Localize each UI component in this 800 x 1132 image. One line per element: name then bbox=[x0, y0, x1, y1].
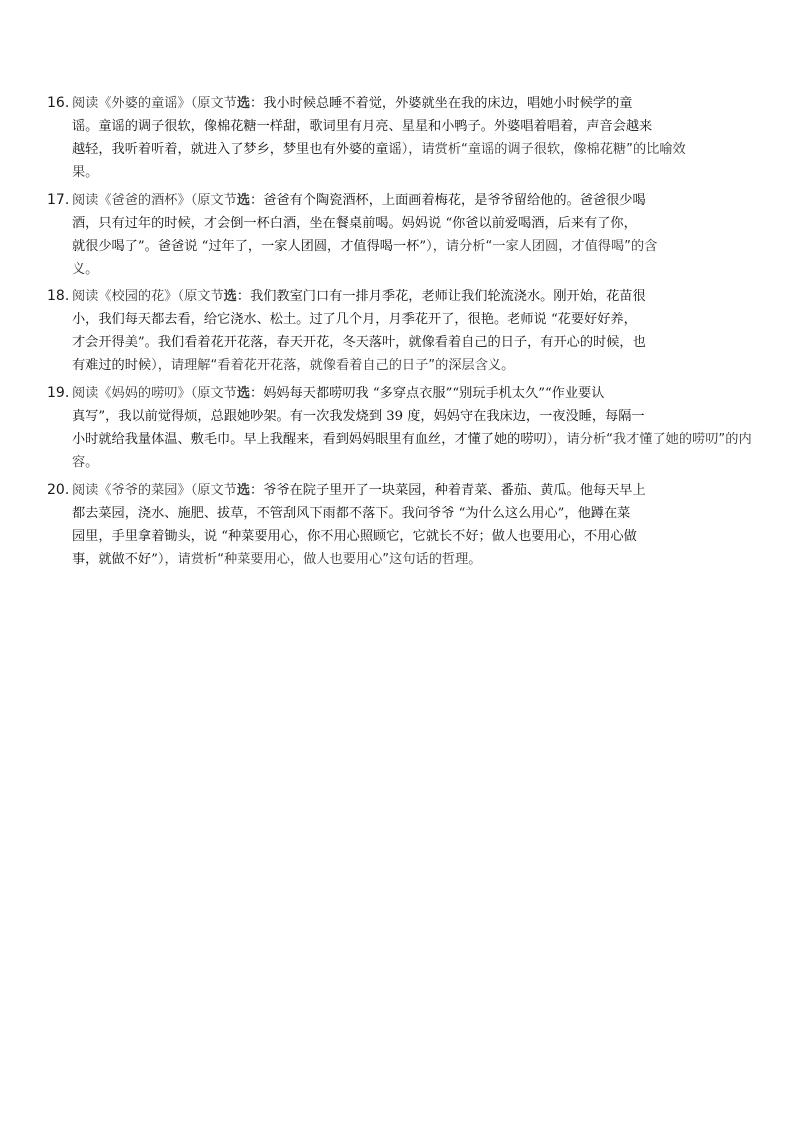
passage-text: 有难过的时候 bbox=[72, 358, 152, 373]
passage-text: ：我们教室门口有一排月季花，老师让我们轮流浇水。刚开始，花苗很 bbox=[236, 289, 646, 304]
closing-paren: ） bbox=[426, 239, 433, 254]
question-prompt: ，请赏析“童谣的调子很软，像棉花糖”的比喻效 bbox=[408, 142, 686, 157]
closing-paren: ） bbox=[546, 432, 554, 447]
question-intro-bold: 选 bbox=[236, 96, 251, 111]
passage-text: ：我小时候总睡不着觉，外婆就坐在我的床边，唱她小时候学的童 bbox=[250, 96, 633, 111]
passage-text: 酒，只有过年的时候，才会倒一杯白酒，坐在餐桌前喝。妈妈说 “你爸以前爱喝酒，后来有了你， bbox=[72, 216, 637, 231]
passage-text: 真写”，我以前觉得烦，总跟她吵架。有一次我发烧到 39 度，妈妈守在我床边，一夜没睡，每隔一 bbox=[72, 409, 645, 424]
question-prompt: ，请分析“我才懂了她的唠叨”的内 bbox=[553, 432, 752, 447]
question-intro: 阅读《爸爸的酒杯》（原文节 bbox=[72, 193, 237, 208]
question-line bbox=[72, 548, 481, 571]
passage-text: 才会开得美”。我们看着花开花落，春天开花，冬天落叶，就像看着自己的日子，有开心的时候，也 bbox=[72, 335, 646, 350]
question-line bbox=[72, 308, 637, 331]
passage-text: ：妈妈每天都唠叨我 “多穿点衣服”“别玩手机太久”“作业要认 bbox=[250, 386, 605, 401]
passage-text: 都去菜园，浇水、施肥、拔草，不管刮风下雨都不落下。我问爷爷 “为什么这么用心”，他蹲在菜 bbox=[72, 506, 631, 521]
question-line bbox=[72, 285, 646, 308]
question-line bbox=[72, 161, 98, 184]
question-line bbox=[72, 235, 657, 258]
closing-paren: ） bbox=[151, 358, 158, 373]
question-prompt: 义。 bbox=[72, 262, 99, 277]
passage-text: 越轻，我听着听着，就进入了梦乡，梦里也有外婆的童谣 bbox=[72, 142, 402, 157]
question-number: 20. bbox=[47, 482, 70, 498]
question-line bbox=[72, 451, 98, 474]
question-prompt: ，请理解“看着花开花落，就像看着自己的日子”的深层含义。 bbox=[157, 358, 515, 373]
question-line bbox=[72, 502, 630, 525]
question-20 bbox=[47, 479, 800, 571]
question-prompt: 容。 bbox=[72, 455, 99, 470]
question-line bbox=[72, 354, 514, 377]
closing-paren: ） bbox=[401, 142, 409, 157]
passage-text: ：爸爸有个陶瓷酒杯，上面画着梅花，是爷爷留给他的。爸爸很少喝 bbox=[250, 193, 646, 208]
passage-text: 事，就做不好” bbox=[72, 552, 158, 567]
question-intro-bold: 选 bbox=[236, 193, 251, 208]
question-prompt: 果。 bbox=[72, 165, 99, 180]
question-prompt: ，请赏析“种菜要用心，做人也要用心”这句话的哲理。 bbox=[164, 552, 482, 567]
passage-text: 小时就给我量体温、敷毛巾。早上我醒来，看到妈妈眼里有血丝，才懂了她的唠叨 bbox=[72, 432, 547, 447]
question-number: 19. bbox=[47, 385, 70, 401]
question-line bbox=[72, 405, 645, 428]
question-intro: 阅读《爷爷的菜园》（原文节 bbox=[72, 483, 237, 498]
question-line bbox=[72, 189, 646, 212]
question-line bbox=[72, 479, 646, 502]
question-16 bbox=[47, 92, 800, 184]
passage-text: 小，我们每天都去看，给它浇水、松土。过了几个月，月季花开了，很艳。老师说 “花要好好养， bbox=[72, 312, 637, 327]
passage-text: ：爷爷在院子里开了一块菜园，种着青菜、番茄、黄瓜。他每天早上 bbox=[250, 483, 646, 498]
question-intro-bold: 选 bbox=[223, 289, 237, 304]
passage-text: 谣。童谣的调子很软，像棉花糖一样甜，歌词里有月亮、星星和小鸭子。外婆唱着唱着，声音会越来 bbox=[72, 119, 653, 134]
question-intro: 阅读《校园的花》（原文节 bbox=[72, 289, 224, 304]
question-line bbox=[72, 331, 646, 354]
question-17 bbox=[47, 189, 800, 281]
question-line bbox=[72, 258, 98, 281]
question-intro-bold: 选 bbox=[236, 386, 251, 401]
question-18 bbox=[47, 285, 800, 377]
question-line bbox=[72, 115, 652, 138]
question-line bbox=[72, 428, 752, 451]
passage-text: 园里，手里拿着锄头，说 “种菜要用心，你不用心照顾它，它就长不好；做人也要用心，不用心做 bbox=[72, 529, 637, 544]
question-line bbox=[72, 382, 604, 405]
question-line bbox=[72, 525, 637, 548]
closing-paren: ） bbox=[157, 552, 165, 567]
passage-text: 就很少喝了”。爸爸说 “过年了，一家人团圆，才值得喝一杯” bbox=[72, 239, 427, 254]
question-line bbox=[72, 212, 637, 235]
question-number: 16. bbox=[47, 95, 70, 111]
question-number: 17. bbox=[47, 192, 70, 208]
question-number: 18. bbox=[47, 288, 70, 304]
question-line bbox=[72, 138, 686, 161]
question-prompt: ，请分析“一家人团圆，才值得喝”的含 bbox=[432, 239, 658, 254]
question-intro: 阅读《妈妈的唠叨》（原文节 bbox=[72, 386, 237, 401]
question-line bbox=[72, 92, 632, 115]
question-intro-bold: 选 bbox=[236, 483, 251, 498]
question-19 bbox=[47, 382, 800, 474]
question-intro: 阅读《外婆的童谣》（原文节 bbox=[72, 96, 237, 111]
